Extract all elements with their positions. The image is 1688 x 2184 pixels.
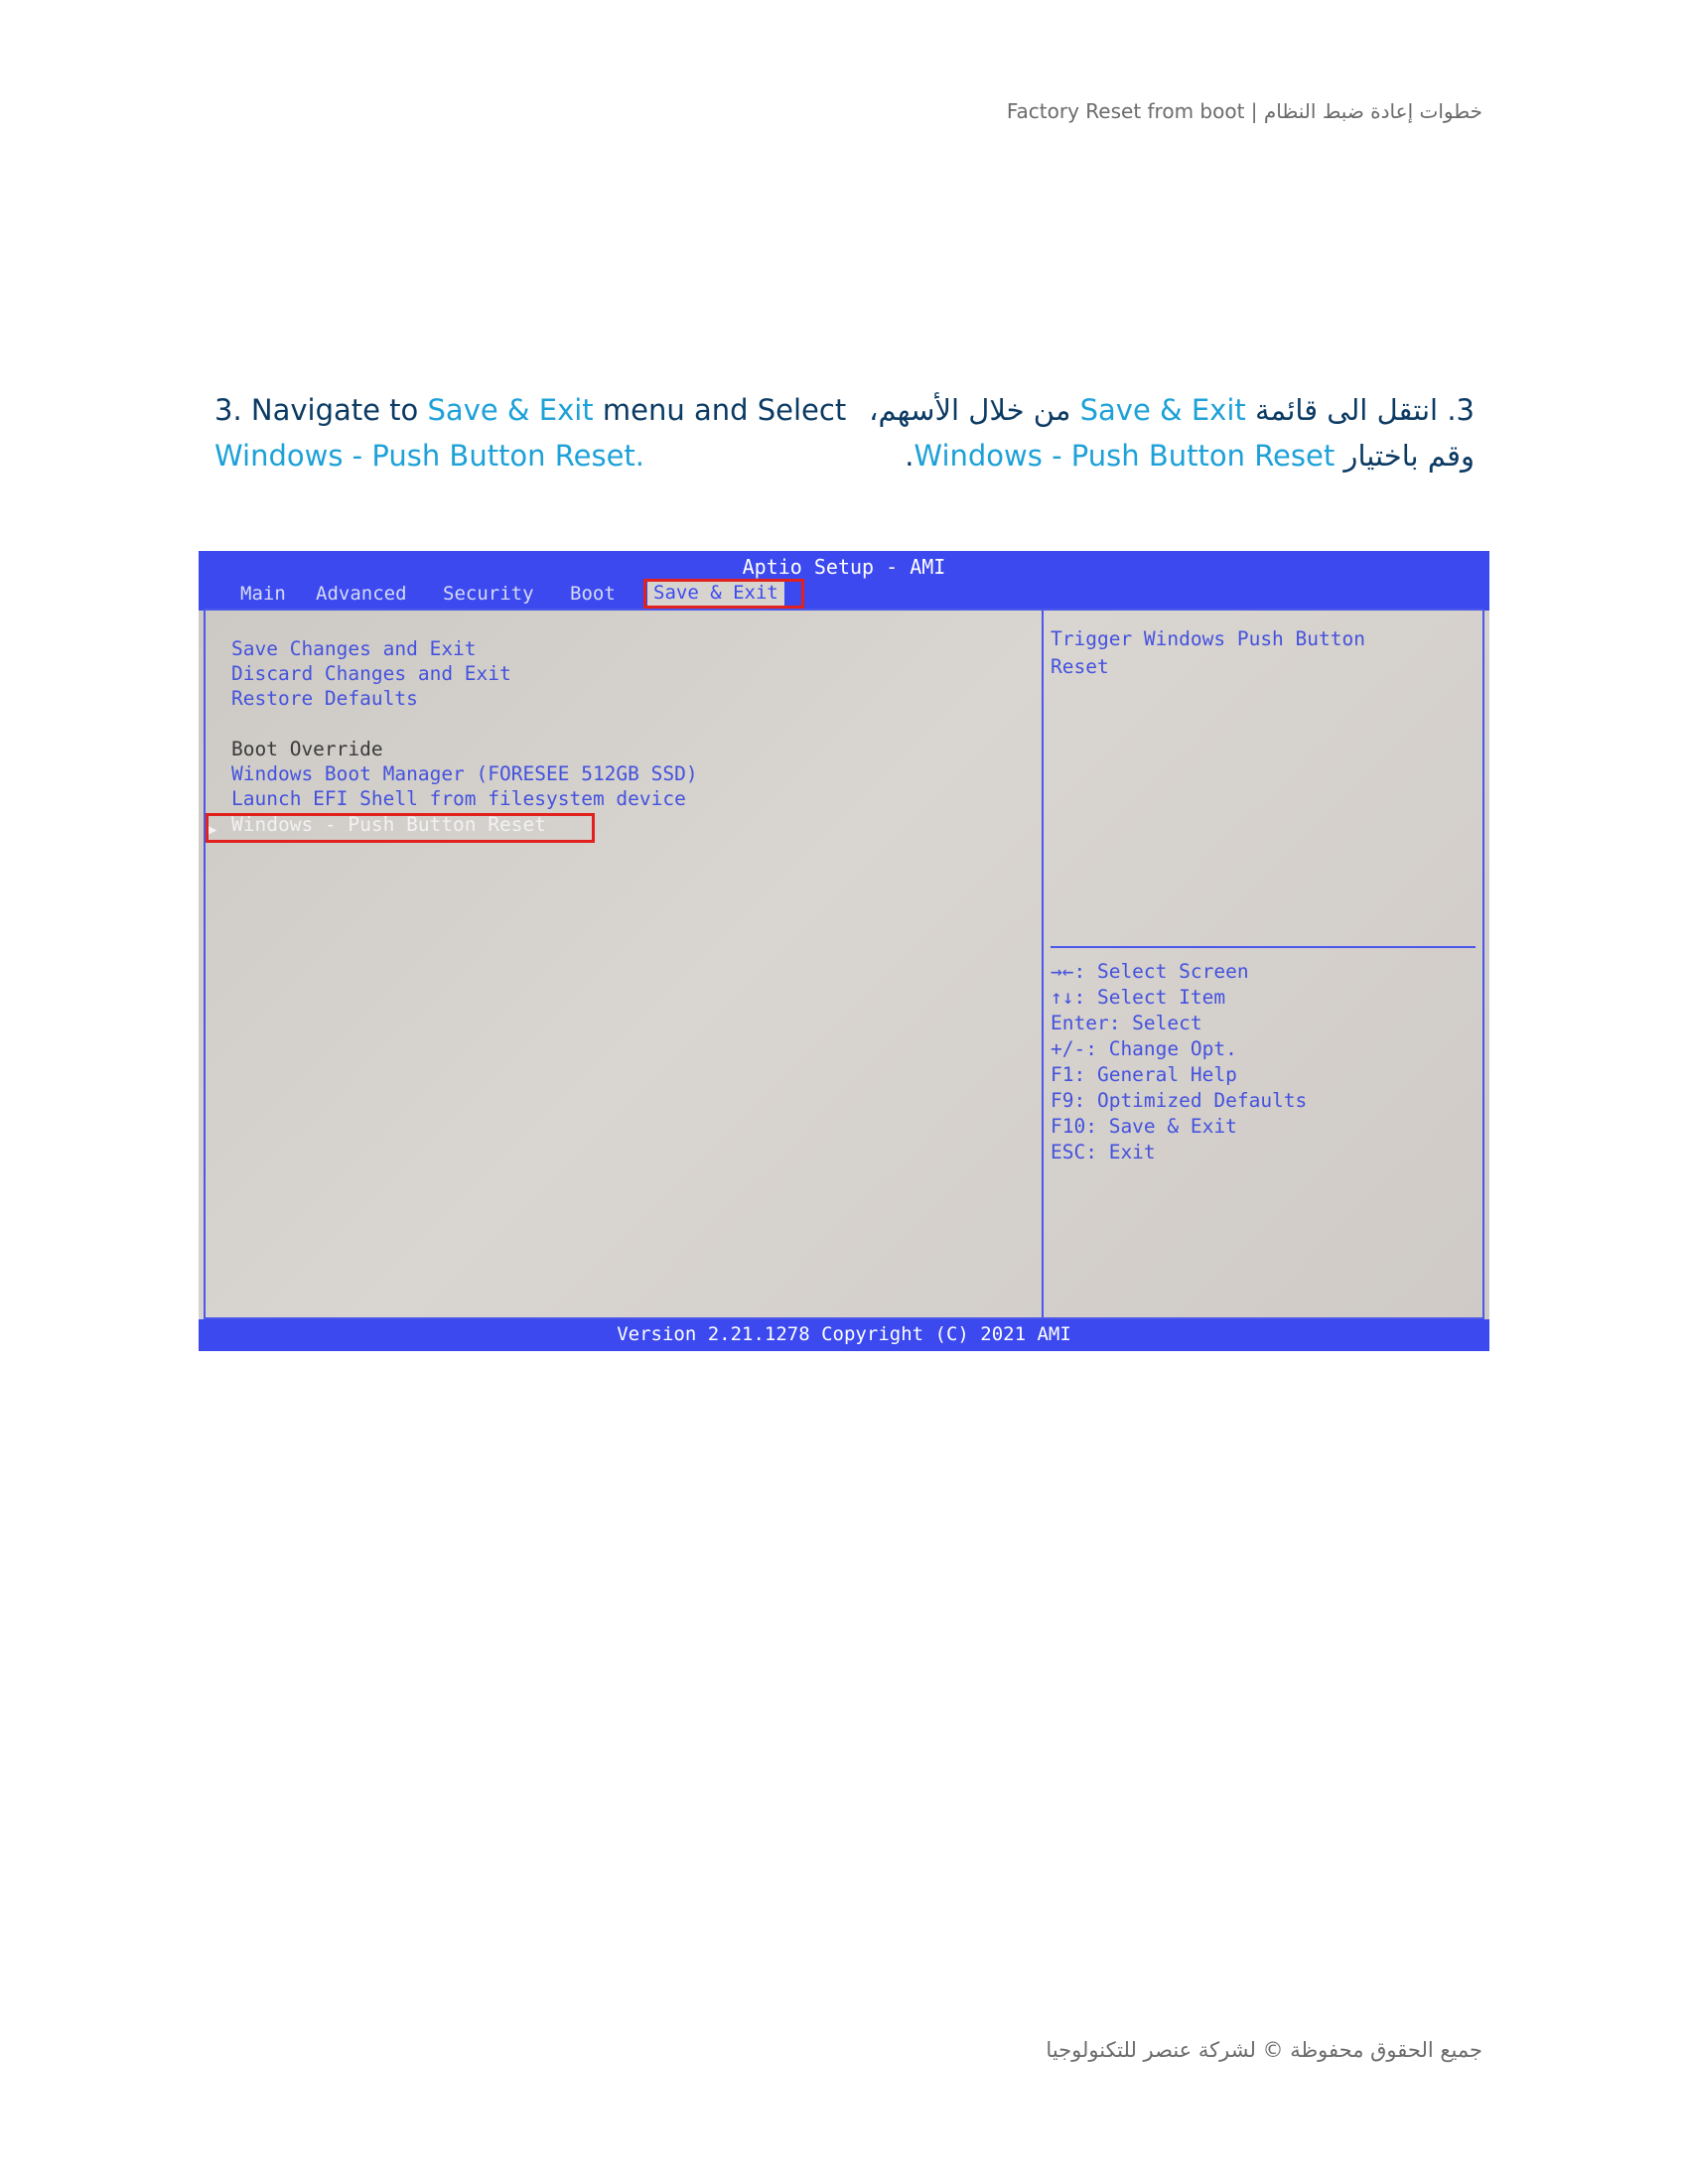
bios-top-bar — [199, 551, 1489, 611]
help-line-2: Reset — [1051, 655, 1109, 678]
instruction-ar-suffix: . — [905, 439, 914, 473]
selection-arrow-icon: ▶ — [209, 822, 217, 838]
key-enter-select: Enter: Select — [1051, 1012, 1202, 1034]
tab-main[interactable]: Main — [240, 583, 286, 605]
instruction-ar-menu: Save & Exit — [1079, 393, 1246, 427]
tab-boot[interactable]: Boot — [570, 583, 616, 605]
key-select-item: ↑↓: Select Item — [1051, 986, 1226, 1009]
tab-security[interactable]: Security — [443, 583, 534, 605]
option-highlight-box — [206, 813, 595, 843]
instruction-en-menu: Save & Exit — [427, 393, 594, 427]
key-save-exit: F10: Save & Exit — [1051, 1115, 1237, 1138]
bios-version: Version 2.21.1278 Copyright (C) 2021 AMI — [617, 1323, 1071, 1345]
instruction-ar-middle: من خلال الأسهم، وقم باختيار — [869, 393, 1475, 473]
key-optimized-defaults: F9: Optimized Defaults — [1051, 1089, 1308, 1112]
menu-launch-efi-shell[interactable]: Launch EFI Shell from filesystem device — [231, 787, 686, 810]
instruction-ar-option: Windows - Push Button Reset — [914, 439, 1336, 473]
menu-save-changes-exit[interactable]: Save Changes and Exit — [231, 637, 477, 660]
tab-advanced[interactable]: Advanced — [316, 583, 407, 605]
key-change-opt: +/-: Change Opt. — [1051, 1037, 1237, 1060]
page-footer: جميع الحقوق محفوظة © لشركة عنصر للتكنولوجيا — [1046, 2038, 1482, 2062]
bios-bottom-bar — [199, 1319, 1489, 1351]
instruction-en-option: Windows - Push Button Reset. — [214, 439, 645, 473]
instruction-ar-prefix: 3. انتقل الى قائمة — [1245, 393, 1475, 427]
menu-windows-boot-manager[interactable]: Windows Boot Manager (FORESEE 512GB SSD) — [231, 762, 698, 785]
page-header: خطوات إعادة ضبط النظام | Factory Reset from boot — [1006, 99, 1482, 123]
help-line-1: Trigger Windows Push Button — [1051, 627, 1365, 650]
tab-highlight-box — [643, 579, 804, 609]
bios-frame — [204, 609, 1484, 1319]
instruction-arabic — [839, 387, 1475, 478]
instruction-english — [214, 387, 850, 478]
bios-title: Aptio Setup - AMI — [742, 555, 946, 579]
bios-screenshot — [199, 551, 1489, 1351]
panel-divider — [1042, 611, 1044, 1317]
key-select-screen: →←: Select Screen — [1051, 960, 1249, 983]
tab-save-exit[interactable]: Save & Exit — [647, 580, 784, 606]
menu-restore-defaults[interactable]: Restore Defaults — [231, 687, 418, 710]
menu-discard-changes-exit[interactable]: Discard Changes and Exit — [231, 662, 511, 685]
menu-windows-push-button-reset[interactable]: Windows - Push Button Reset — [231, 813, 546, 836]
key-general-help: F1: General Help — [1051, 1063, 1237, 1086]
instruction-en-middle: menu and Select — [593, 393, 847, 427]
boot-override-heading: Boot Override — [231, 738, 383, 760]
key-esc-exit: ESC: Exit — [1051, 1141, 1156, 1163]
instruction-en-prefix: 3. Navigate to — [214, 393, 428, 427]
help-divider — [1051, 946, 1476, 948]
